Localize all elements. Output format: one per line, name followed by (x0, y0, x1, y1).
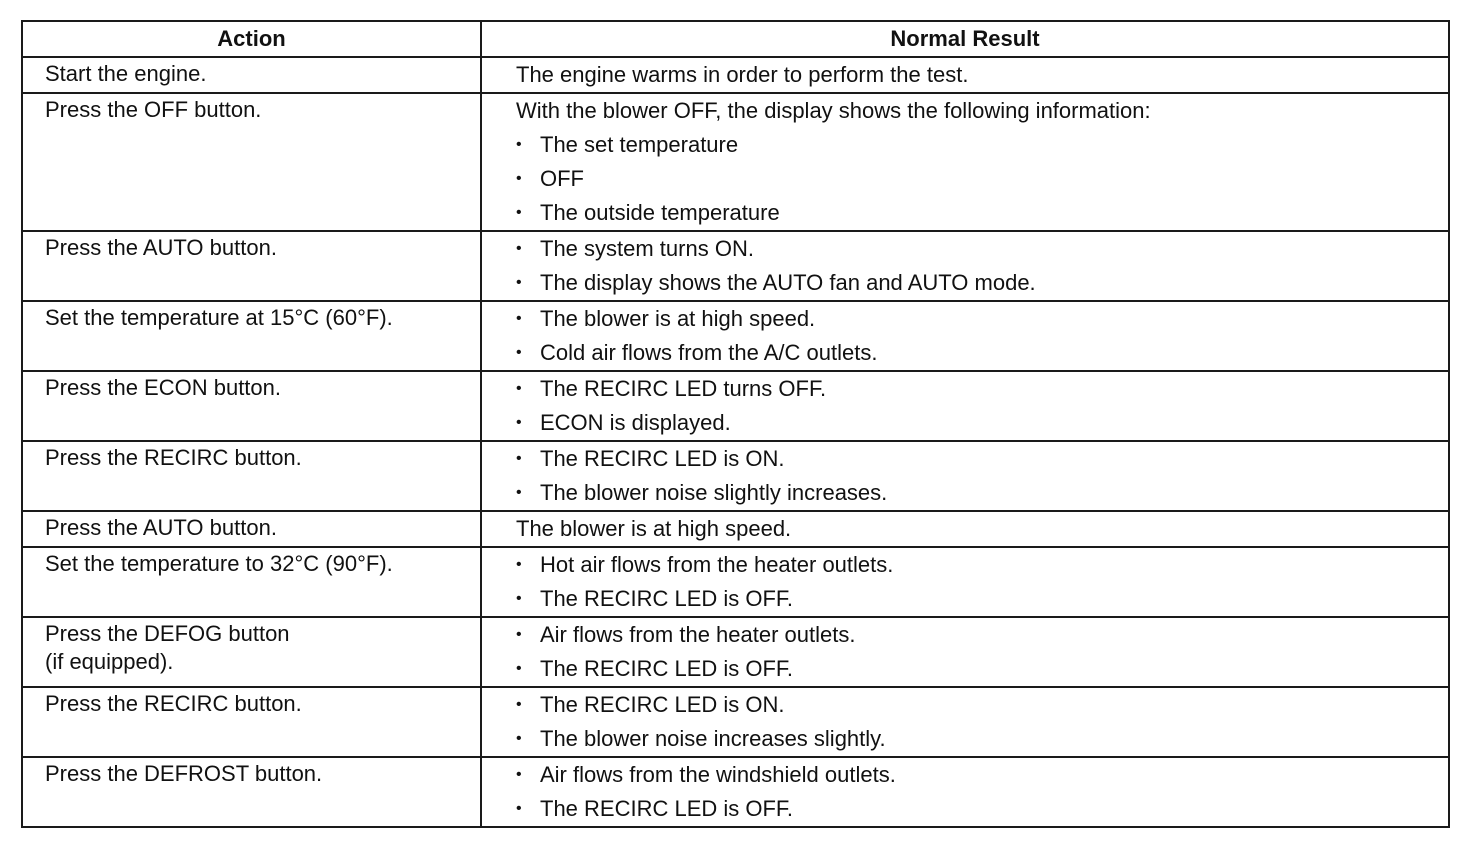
action-text: (if equipped). (45, 649, 174, 674)
result-bullet-list (516, 232, 1448, 300)
table-row (22, 231, 1449, 301)
action-cell (22, 687, 481, 757)
list-item (516, 196, 1448, 230)
bullet-icon: • (516, 380, 522, 397)
result-text: With the blower OFF, the display shows the following information: (516, 98, 1151, 123)
action-text: Press the AUTO button. (45, 235, 277, 260)
header-row (22, 21, 1449, 57)
normal-result-cell (481, 231, 1449, 301)
result-bullet-list (516, 758, 1448, 826)
result-bullet-list (516, 618, 1448, 686)
list-item-text: The RECIRC LED is OFF. (540, 586, 794, 611)
normal-result-cell (481, 441, 1449, 511)
action-cell (22, 511, 481, 547)
action-text: Press the OFF button. (45, 97, 262, 122)
action-text: Set the temperature to 32°C (90°F). (45, 551, 393, 576)
table-row (22, 371, 1449, 441)
bullet-icon: • (516, 590, 522, 607)
bullet-icon: • (516, 310, 522, 327)
list-item (516, 162, 1448, 196)
result-text: The blower is at high speed. (516, 516, 792, 541)
list-item-text: The set temperature (540, 132, 739, 157)
list-item-text: OFF (540, 166, 584, 191)
table-row (22, 441, 1449, 511)
bullet-icon: • (516, 170, 522, 187)
list-item-text: The RECIRC LED turns OFF. (540, 376, 827, 401)
action-cell (22, 371, 481, 441)
list-item-text: The RECIRC LED is OFF. (540, 656, 794, 681)
result-bullet-list (516, 442, 1448, 510)
normal-result-cell (481, 301, 1449, 371)
result-bullet-list (516, 548, 1448, 616)
table-row (22, 57, 1449, 93)
list-item-text: The display shows the AUTO fan and AUTO mode. (540, 270, 1036, 295)
result-bullet-list (516, 372, 1448, 440)
table-body (22, 57, 1449, 827)
table-row (22, 93, 1449, 231)
action-column-header: Action (22, 21, 481, 57)
list-item-text: Cold air flows from the A/C outlets. (540, 340, 878, 365)
action-text: Press the AUTO button. (45, 515, 277, 540)
table-row (22, 301, 1449, 371)
list-item (516, 618, 1448, 652)
normal-result-cell (481, 687, 1449, 757)
action-cell (22, 617, 481, 687)
list-item (516, 758, 1448, 792)
action-cell (22, 547, 481, 617)
action-text: Set the temperature at 15°C (60°F). (45, 305, 393, 330)
normal-result-cell (481, 93, 1449, 231)
bullet-icon: • (516, 204, 522, 221)
action-cell (22, 93, 481, 231)
list-item-text: The RECIRC LED is OFF. (540, 796, 794, 821)
action-text: Press the DEFOG button (45, 621, 290, 646)
list-item (516, 372, 1448, 406)
list-item (516, 442, 1448, 476)
list-item-text: The blower noise increases slightly. (540, 726, 886, 751)
list-item-text: The blower is at high speed. (540, 306, 816, 331)
list-item-text: The system turns ON. (540, 236, 754, 261)
table-row (22, 547, 1449, 617)
normal-result-cell (481, 57, 1449, 93)
list-item-text: The RECIRC LED is ON. (540, 692, 785, 717)
list-item-text: The blower noise slightly increases. (540, 480, 888, 505)
action-cell (22, 441, 481, 511)
list-item (516, 406, 1448, 440)
normal-result-cell (481, 511, 1449, 547)
bullet-icon: • (516, 450, 522, 467)
bullet-icon: • (516, 414, 522, 431)
bullet-icon: • (516, 136, 522, 153)
table-row (22, 687, 1449, 757)
bullet-icon: • (516, 274, 522, 291)
bullet-icon: • (516, 626, 522, 643)
bullet-icon: • (516, 556, 522, 573)
normal-result-cell (481, 547, 1449, 617)
normal-result-cell (481, 617, 1449, 687)
result-bullet-list (516, 302, 1448, 370)
list-item (516, 582, 1448, 616)
bullet-icon: • (516, 730, 522, 747)
list-item (516, 476, 1448, 510)
list-item (516, 232, 1448, 266)
list-item-text: Air flows from the windshield outlets. (540, 762, 896, 787)
bullet-icon: • (516, 800, 522, 817)
test-procedure-table-wrapper (21, 20, 1448, 828)
bullet-icon: • (516, 660, 522, 677)
list-item (516, 266, 1448, 300)
list-item (516, 128, 1448, 162)
result-bullet-list (516, 128, 1448, 230)
bullet-icon: • (516, 696, 522, 713)
list-item (516, 548, 1448, 582)
bullet-icon: • (516, 766, 522, 783)
action-text: Start the engine. (45, 61, 207, 86)
list-item-text: Air flows from the heater outlets. (540, 622, 856, 647)
test-procedure-table (21, 20, 1450, 828)
normal-result-cell (481, 371, 1449, 441)
list-item-text: Hot air flows from the heater outlets. (540, 552, 894, 577)
table-row (22, 757, 1449, 827)
list-item (516, 336, 1448, 370)
list-item (516, 302, 1448, 336)
table-row (22, 617, 1449, 687)
normal-result-cell (481, 757, 1449, 827)
list-item (516, 688, 1448, 722)
list-item-text: The RECIRC LED is ON. (540, 446, 785, 471)
result-bullet-list (516, 688, 1448, 756)
list-item-text: ECON is displayed. (540, 410, 731, 435)
action-cell (22, 231, 481, 301)
action-text: Press the RECIRC button. (45, 691, 302, 716)
result-text: The engine warms in order to perform the test. (516, 62, 969, 87)
list-item (516, 652, 1448, 686)
bullet-icon: • (516, 484, 522, 501)
action-cell (22, 301, 481, 371)
action-text: Press the DEFROST button. (45, 761, 323, 786)
normal-result-column-header: Normal Result (481, 21, 1449, 57)
bullet-icon: • (516, 240, 522, 257)
list-item (516, 722, 1448, 756)
action-text: Press the RECIRC button. (45, 445, 302, 470)
table-header (22, 21, 1449, 57)
action-text: Press the ECON button. (45, 375, 281, 400)
list-item (516, 792, 1448, 826)
list-item-text: The outside temperature (540, 200, 780, 225)
table-row (22, 511, 1449, 547)
bullet-icon: • (516, 344, 522, 361)
action-cell (22, 757, 481, 827)
action-cell (22, 57, 481, 93)
